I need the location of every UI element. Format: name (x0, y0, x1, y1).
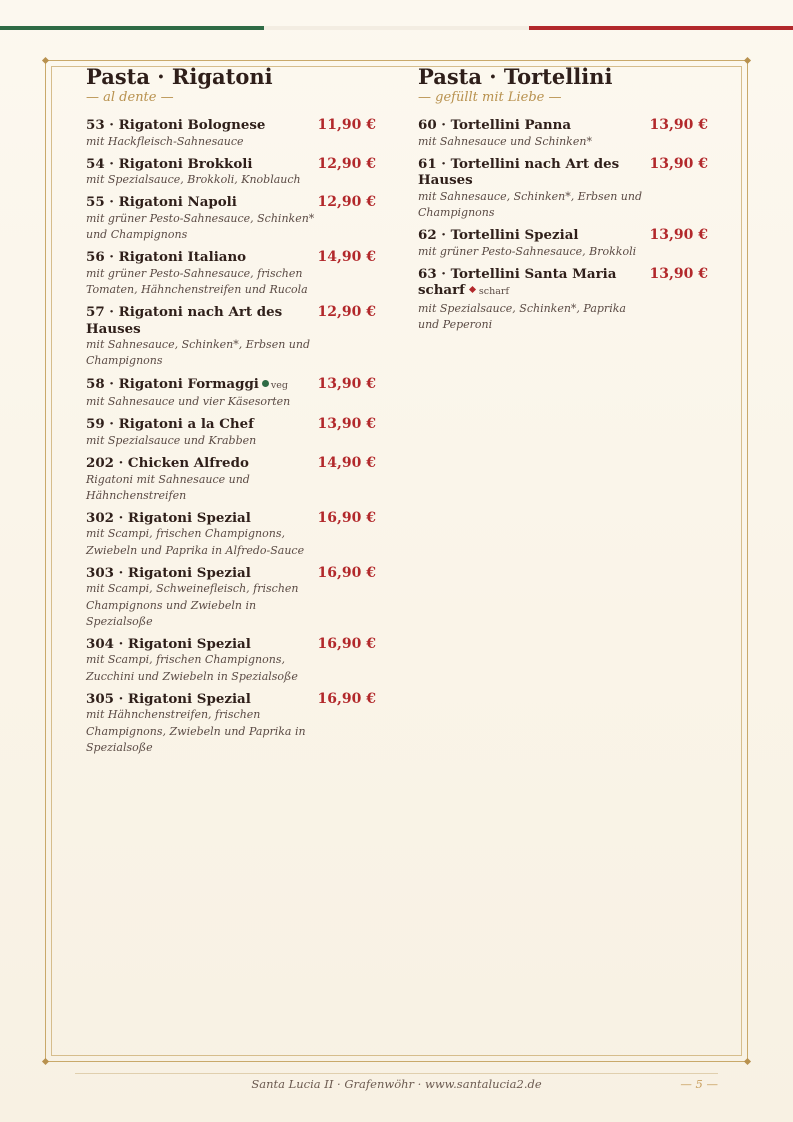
menu-item-price: 13,90 € (649, 117, 708, 133)
menu-item-description: mit Scampi, frischen Champignons, Zucchini und Zwiebeln in Spezialsoße (86, 653, 298, 683)
page-number: — 5 — (680, 1077, 718, 1091)
rigatoni-section (86, 64, 376, 762)
menu-item (86, 510, 376, 559)
menu-item-name-wrap (86, 156, 312, 173)
menu-item-description: mit Spezialsauce und Krabben (86, 433, 257, 447)
menu-item (86, 455, 376, 504)
menu-item (86, 416, 376, 449)
menu-item (418, 227, 708, 260)
menu-item-name-wrap (86, 416, 312, 433)
menu-item (86, 194, 376, 243)
menu-item-price: 13,90 € (649, 155, 708, 172)
menu-item-price: 14,90 € (317, 455, 376, 472)
menu-item-description: mit Sahnesauce, Schinken*, Erbsen und Champignons (86, 338, 311, 368)
menu-item-name-wrap (86, 636, 312, 653)
menu-item-header (86, 376, 376, 395)
menu-item-price: 12,90 € (317, 194, 376, 211)
menu-item-price: 12,90 € (317, 304, 376, 321)
menu-item-name: 303 · Rigatoni Spezial (86, 564, 251, 581)
menu-item-name: 302 · Rigatoni Spezial (86, 509, 251, 526)
spicy-tag: scharf (478, 286, 509, 298)
menu-item-price: 16,90 € (317, 564, 376, 581)
menu-item-header (86, 117, 376, 134)
menu-item (418, 156, 708, 221)
footer-text: Santa Lucia II · Grafenwöhr · www.santalucia2.de (251, 1077, 542, 1091)
flag-green-stripe (0, 26, 264, 30)
menu-item-header (86, 194, 376, 211)
menu-item-header (86, 156, 376, 173)
spicy-diamond-icon (469, 286, 476, 293)
menu-item-name-wrap (418, 117, 644, 134)
section-subtitle: — al dente — (86, 90, 174, 105)
menu-item-description: mit Sahnesauce, Schinken*, Erbsen und Champignons (418, 189, 643, 219)
menu-item-price: 13,90 € (317, 375, 376, 392)
menu-item-description: mit Spezialsauce, Schinken*, Paprika und Peperoni (418, 301, 626, 332)
menu-item-name-wrap (86, 376, 312, 395)
menu-item-name: 63 · Tortellini Santa Maria scharf (418, 265, 617, 299)
flag-red-stripe (529, 26, 793, 30)
menu-item-description: mit Hähnchenstreifen, frischen Champignons, Zwiebeln und Paprika in Spezialsoße (86, 708, 306, 754)
menu-item (86, 636, 376, 685)
menu-item-price: 16,90 € (317, 509, 376, 526)
menu-item-name-wrap (418, 227, 644, 244)
menu-item-name-wrap (86, 249, 312, 266)
menu-item (86, 691, 376, 756)
menu-item-name: 202 · Chicken Alfredo (86, 455, 249, 472)
menu-item (86, 304, 376, 369)
menu-item-price: 13,90 € (317, 416, 376, 433)
tortellini-section (418, 64, 708, 339)
menu-item-header (86, 304, 376, 337)
menu-item (86, 156, 376, 189)
menu-item-header (86, 691, 376, 708)
menu-item-price: 14,90 € (317, 249, 376, 266)
menu-item-list (418, 117, 708, 333)
menu-item-price: 12,90 € (317, 155, 376, 172)
menu-item-name-wrap (86, 455, 312, 472)
menu-item-name: 304 · Rigatoni Spezial (86, 635, 251, 652)
menu-item-price: 13,90 € (649, 227, 708, 244)
italian-flag-stripe (0, 26, 793, 30)
menu-item-name-wrap (418, 266, 644, 301)
menu-item-header (86, 455, 376, 472)
menu-item-list (86, 117, 376, 756)
menu-item-description: mit Spezialsauce, Brokkoli, Knoblauch (86, 173, 301, 187)
menu-item-name: 53 · Rigatoni Bolognese (86, 117, 266, 133)
menu-item (86, 249, 376, 298)
menu-item-price: 13,90 € (649, 265, 708, 282)
menu-item-description: Rigatoni mit Sahnesauce und Hähnchenstreifen (86, 472, 250, 502)
menu-item (86, 376, 376, 411)
menu-item (418, 117, 708, 150)
menu-item-name-wrap (86, 304, 312, 337)
veg-tag: veg (270, 379, 288, 391)
menu-item-price: 11,90 € (317, 117, 376, 133)
menu-item-description: mit Scampi, frischen Champignons, Zwiebeln und Paprika in Alfredo-Sauce (86, 527, 305, 557)
menu-item-price: 16,90 € (317, 635, 376, 652)
menu-item-description: mit Sahnesauce und vier Käsesorten (86, 395, 291, 409)
menu-item-name-wrap (418, 156, 644, 189)
menu-item-name: 57 · Rigatoni nach Art des Hauses (86, 304, 283, 337)
menu-item-name: 54 · Rigatoni Brokkoli (86, 155, 253, 172)
menu-item-name: 58 · Rigatoni Formaggi (86, 375, 259, 392)
page-footer (75, 1077, 718, 1093)
menu-item-name-wrap (86, 565, 312, 582)
corner-ornament-icon (744, 1058, 751, 1065)
vegetarian-dot-icon (262, 380, 269, 387)
menu-item-price: 16,90 € (317, 690, 376, 707)
menu-item-name: 55 · Rigatoni Napoli (86, 194, 237, 211)
menu-item-description: mit grüner Pesto-Sahnesauce, Brokkoli (418, 244, 637, 258)
menu-item-name-wrap (86, 510, 312, 527)
menu-item-description: mit Scampi, Schweinefleisch, frischen Champignons und Zwiebeln in Spezialsoße (86, 582, 299, 628)
menu-item-name: 305 · Rigatoni Spezial (86, 690, 251, 707)
menu-item-header (86, 636, 376, 653)
menu-item-header (86, 249, 376, 266)
menu-item-description: mit grüner Pesto-Sahnesauce, Schinken* und Champignons (86, 211, 315, 242)
menu-item (418, 266, 708, 333)
menu-item-header (86, 565, 376, 582)
menu-item-description: mit Hackfleisch-Sahnesauce (86, 134, 244, 148)
flag-white-stripe (264, 26, 528, 30)
section-title: Pasta · Tortellini (418, 64, 613, 89)
section-title: Pasta · Rigatoni (86, 64, 273, 89)
menu-item-header (86, 416, 376, 433)
menu-item-description: mit grüner Pesto-Sahnesauce, frischen Tomaten, Hähnchenstreifen und Rucola (86, 266, 308, 297)
menu-item-header (418, 227, 708, 244)
menu-item-name: 56 · Rigatoni Italiano (86, 249, 247, 266)
menu-item (86, 565, 376, 630)
menu-item-name: 59 · Rigatoni a la Chef (86, 416, 254, 433)
menu-item-name: 61 · Tortellini nach Art des Hauses (418, 155, 620, 189)
menu-item-name: 62 · Tortellini Spezial (418, 227, 579, 244)
menu-item-description: mit Sahnesauce und Schinken* (418, 134, 592, 148)
menu-item-name-wrap (86, 117, 312, 134)
menu-item (86, 117, 376, 150)
menu-item-header (418, 117, 708, 134)
menu-item-name-wrap (86, 691, 312, 708)
section-subtitle: — gefüllt mit Liebe — (418, 90, 562, 105)
menu-item-header (418, 156, 708, 189)
menu-item-name-wrap (86, 194, 312, 211)
footer-divider (75, 1073, 718, 1074)
menu-item-header (86, 510, 376, 527)
menu-item-name: 60 · Tortellini Panna (418, 117, 572, 133)
menu-item-header (418, 266, 708, 301)
